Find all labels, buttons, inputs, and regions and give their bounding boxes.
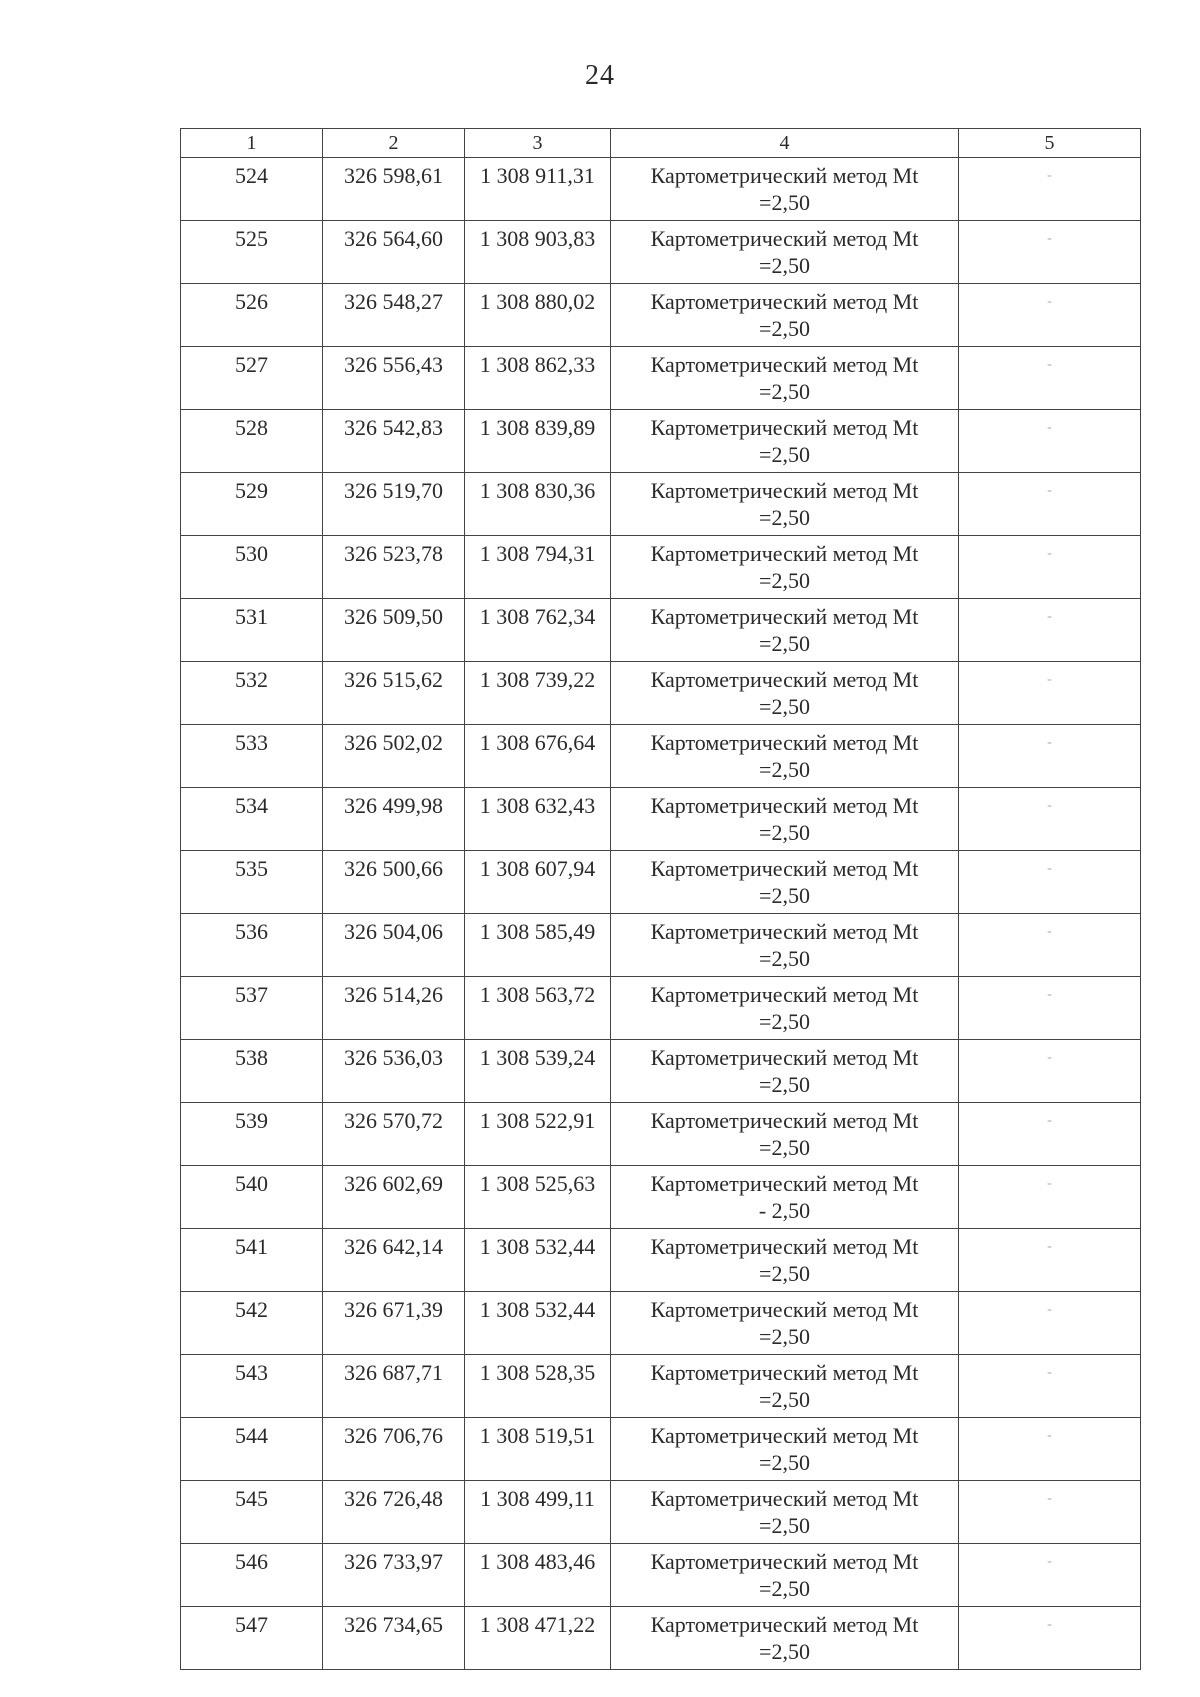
accuracy-text: =2,50 [759,379,810,404]
header-col-3: 3 [465,129,611,158]
y-coordinate-cell: 1 308 830,36 [465,473,611,536]
method-cell [611,851,959,914]
method-text: Картометрический метод Mt [650,1486,919,1511]
table-row [181,1040,1141,1103]
method-cell [611,1607,959,1670]
point-number-cell: 547 [181,1607,323,1670]
point-number-cell: 532 [181,662,323,725]
y-coordinate-cell: 1 308 903,83 [465,221,611,284]
accuracy-text: =2,50 [759,946,810,971]
x-coordinate-cell: 326 556,43 [323,347,465,410]
table-row [181,977,1141,1040]
method-text: Картометрический метод Mt [650,1234,919,1259]
header-col-2: 2 [323,129,465,158]
table-row [181,1607,1141,1670]
table-row [181,473,1141,536]
method-cell [611,914,959,977]
note-cell: - [959,410,1141,473]
note-cell: - [959,914,1141,977]
point-number-cell: 536 [181,914,323,977]
method-cell [611,1103,959,1166]
method-cell [611,284,959,347]
accuracy-text: =2,50 [759,1450,810,1475]
accuracy-text: =2,50 [759,253,810,278]
method-text: Картометрический метод Mt [650,1045,919,1070]
method-text: Картометрический метод Mt [650,1423,919,1448]
note-cell: - [959,1103,1141,1166]
coordinates-table [180,128,1141,1670]
note-cell: - [959,1040,1141,1103]
point-number-cell: 527 [181,347,323,410]
x-coordinate-cell: 326 598,61 [323,158,465,221]
method-text: Картометрический метод Mt [650,919,919,944]
x-coordinate-cell: 326 642,14 [323,1229,465,1292]
x-coordinate-cell: 326 734,65 [323,1607,465,1670]
note-cell: - [959,725,1141,788]
table-row [181,1166,1141,1229]
y-coordinate-cell: 1 308 862,33 [465,347,611,410]
point-number-cell: 525 [181,221,323,284]
table-header-row [181,129,1141,158]
y-coordinate-cell: 1 308 499,11 [465,1481,611,1544]
y-coordinate-cell: 1 308 739,22 [465,662,611,725]
method-cell [611,977,959,1040]
y-coordinate-cell: 1 308 839,89 [465,410,611,473]
method-text: Картометрический метод Mt [650,667,919,692]
method-text: Картометрический метод Mt [650,604,919,629]
method-text: Картометрический метод Mt [650,856,919,881]
method-text: Картометрический метод Mt [650,1612,919,1637]
y-coordinate-cell: 1 308 585,49 [465,914,611,977]
x-coordinate-cell: 326 523,78 [323,536,465,599]
point-number-cell: 530 [181,536,323,599]
accuracy-text: =2,50 [759,631,810,656]
accuracy-text: =2,50 [759,1261,810,1286]
method-cell [611,473,959,536]
note-cell: - [959,977,1141,1040]
point-number-cell: 539 [181,1103,323,1166]
x-coordinate-cell: 326 500,66 [323,851,465,914]
method-cell [611,725,959,788]
point-number-cell: 529 [181,473,323,536]
note-cell: - [959,1166,1141,1229]
y-coordinate-cell: 1 308 532,44 [465,1292,611,1355]
method-text: Картометрический метод Mt [650,541,919,566]
method-text: Картометрический метод Mt [650,982,919,1007]
page-number: 24 [585,60,615,91]
x-coordinate-cell: 326 504,06 [323,914,465,977]
note-cell: - [959,851,1141,914]
accuracy-text: - 2,50 [758,1198,811,1223]
method-cell [611,1355,959,1418]
method-cell [611,221,959,284]
method-text: Картометрический метод Mt [650,289,919,314]
note-cell: - [959,1607,1141,1670]
note-cell: - [959,284,1141,347]
point-number-cell: 528 [181,410,323,473]
note-cell: - [959,1355,1141,1418]
point-number-cell: 534 [181,788,323,851]
method-cell [611,662,959,725]
y-coordinate-cell: 1 308 483,46 [465,1544,611,1607]
note-cell: - [959,158,1141,221]
method-cell [611,536,959,599]
table-row [181,410,1141,473]
method-text: Картометрический метод Mt [650,1549,919,1574]
accuracy-text: =2,50 [759,1576,810,1601]
x-coordinate-cell: 326 602,69 [323,1166,465,1229]
method-cell [611,347,959,410]
x-coordinate-cell: 326 548,27 [323,284,465,347]
note-cell: - [959,1418,1141,1481]
note-cell: - [959,599,1141,662]
method-cell [611,158,959,221]
y-coordinate-cell: 1 308 525,63 [465,1166,611,1229]
method-text: Картометрический метод Mt [650,1108,919,1133]
method-cell [611,599,959,662]
accuracy-text: =2,50 [759,1513,810,1538]
accuracy-text: =2,50 [759,316,810,341]
method-cell [611,1229,959,1292]
accuracy-text: =2,50 [759,757,810,782]
accuracy-text: =2,50 [759,442,810,467]
header-col-4: 4 [611,129,959,158]
method-cell [611,1481,959,1544]
y-coordinate-cell: 1 308 607,94 [465,851,611,914]
method-text: Картометрический метод Mt [650,730,919,755]
method-text: Картометрический метод Mt [650,415,919,440]
method-text: Картометрический метод Mt [650,1297,919,1322]
note-cell: - [959,788,1141,851]
x-coordinate-cell: 326 542,83 [323,410,465,473]
note-cell: - [959,662,1141,725]
method-text: Картометрический метод Mt [650,478,919,503]
note-cell: - [959,473,1141,536]
method-text: Картометрический метод Mt [650,1360,919,1385]
x-coordinate-cell: 326 509,50 [323,599,465,662]
table-row [181,1544,1141,1607]
point-number-cell: 542 [181,1292,323,1355]
table-row [181,788,1141,851]
x-coordinate-cell: 326 733,97 [323,1544,465,1607]
x-coordinate-cell: 326 570,72 [323,1103,465,1166]
point-number-cell: 537 [181,977,323,1040]
y-coordinate-cell: 1 308 528,35 [465,1355,611,1418]
x-coordinate-cell: 326 519,70 [323,473,465,536]
x-coordinate-cell: 326 514,26 [323,977,465,1040]
table-row [181,1418,1141,1481]
note-cell: - [959,1481,1141,1544]
point-number-cell: 543 [181,1355,323,1418]
x-coordinate-cell: 326 499,98 [323,788,465,851]
accuracy-text: =2,50 [759,568,810,593]
table-row [181,1355,1141,1418]
accuracy-text: =2,50 [759,190,810,215]
header-col-1: 1 [181,129,323,158]
method-cell [611,1166,959,1229]
table-row [181,1292,1141,1355]
point-number-cell: 544 [181,1418,323,1481]
point-number-cell: 540 [181,1166,323,1229]
table-body [181,158,1141,1670]
y-coordinate-cell: 1 308 911,31 [465,158,611,221]
table-row [181,914,1141,977]
method-text: Картометрический метод Mt [650,1171,919,1196]
note-cell: - [959,221,1141,284]
header-col-5: 5 [959,129,1141,158]
method-text: Картометрический метод Mt [650,163,919,188]
method-text: Картометрический метод Mt [650,226,919,251]
table-row [181,158,1141,221]
point-number-cell: 535 [181,851,323,914]
table-row [181,851,1141,914]
y-coordinate-cell: 1 308 563,72 [465,977,611,1040]
accuracy-text: =2,50 [759,505,810,530]
y-coordinate-cell: 1 308 539,24 [465,1040,611,1103]
x-coordinate-cell: 326 687,71 [323,1355,465,1418]
accuracy-text: =2,50 [759,1387,810,1412]
note-cell: - [959,536,1141,599]
method-text: Картометрический метод Mt [650,793,919,818]
accuracy-text: =2,50 [759,1135,810,1160]
method-cell [611,1418,959,1481]
method-cell [611,1292,959,1355]
point-number-cell: 533 [181,725,323,788]
accuracy-text: =2,50 [759,1639,810,1664]
x-coordinate-cell: 326 564,60 [323,221,465,284]
y-coordinate-cell: 1 308 880,02 [465,284,611,347]
point-number-cell: 541 [181,1229,323,1292]
table-row [181,347,1141,410]
x-coordinate-cell: 326 536,03 [323,1040,465,1103]
y-coordinate-cell: 1 308 522,91 [465,1103,611,1166]
x-coordinate-cell: 326 706,76 [323,1418,465,1481]
table-row [181,221,1141,284]
method-cell [611,1544,959,1607]
method-cell [611,788,959,851]
point-number-cell: 531 [181,599,323,662]
point-number-cell: 545 [181,1481,323,1544]
accuracy-text: =2,50 [759,1009,810,1034]
point-number-cell: 538 [181,1040,323,1103]
note-cell: - [959,1229,1141,1292]
y-coordinate-cell: 1 308 471,22 [465,1607,611,1670]
x-coordinate-cell: 326 515,62 [323,662,465,725]
table-row [181,662,1141,725]
x-coordinate-cell: 326 502,02 [323,725,465,788]
accuracy-text: =2,50 [759,820,810,845]
y-coordinate-cell: 1 308 794,31 [465,536,611,599]
accuracy-text: =2,50 [759,694,810,719]
accuracy-text: =2,50 [759,1324,810,1349]
x-coordinate-cell: 326 671,39 [323,1292,465,1355]
accuracy-text: =2,50 [759,1072,810,1097]
method-text: Картометрический метод Mt [650,352,919,377]
method-cell [611,1040,959,1103]
table-row [181,599,1141,662]
table-row [181,536,1141,599]
point-number-cell: 524 [181,158,323,221]
y-coordinate-cell: 1 308 532,44 [465,1229,611,1292]
table-row [181,1481,1141,1544]
point-number-cell: 546 [181,1544,323,1607]
x-coordinate-cell: 326 726,48 [323,1481,465,1544]
y-coordinate-cell: 1 308 676,64 [465,725,611,788]
table-row [181,1229,1141,1292]
y-coordinate-cell: 1 308 632,43 [465,788,611,851]
note-cell: - [959,1292,1141,1355]
y-coordinate-cell: 1 308 519,51 [465,1418,611,1481]
table-row [181,284,1141,347]
table-row [181,1103,1141,1166]
note-cell: - [959,1544,1141,1607]
accuracy-text: =2,50 [759,883,810,908]
table-row [181,725,1141,788]
method-cell [611,410,959,473]
point-number-cell: 526 [181,284,323,347]
note-cell: - [959,347,1141,410]
y-coordinate-cell: 1 308 762,34 [465,599,611,662]
